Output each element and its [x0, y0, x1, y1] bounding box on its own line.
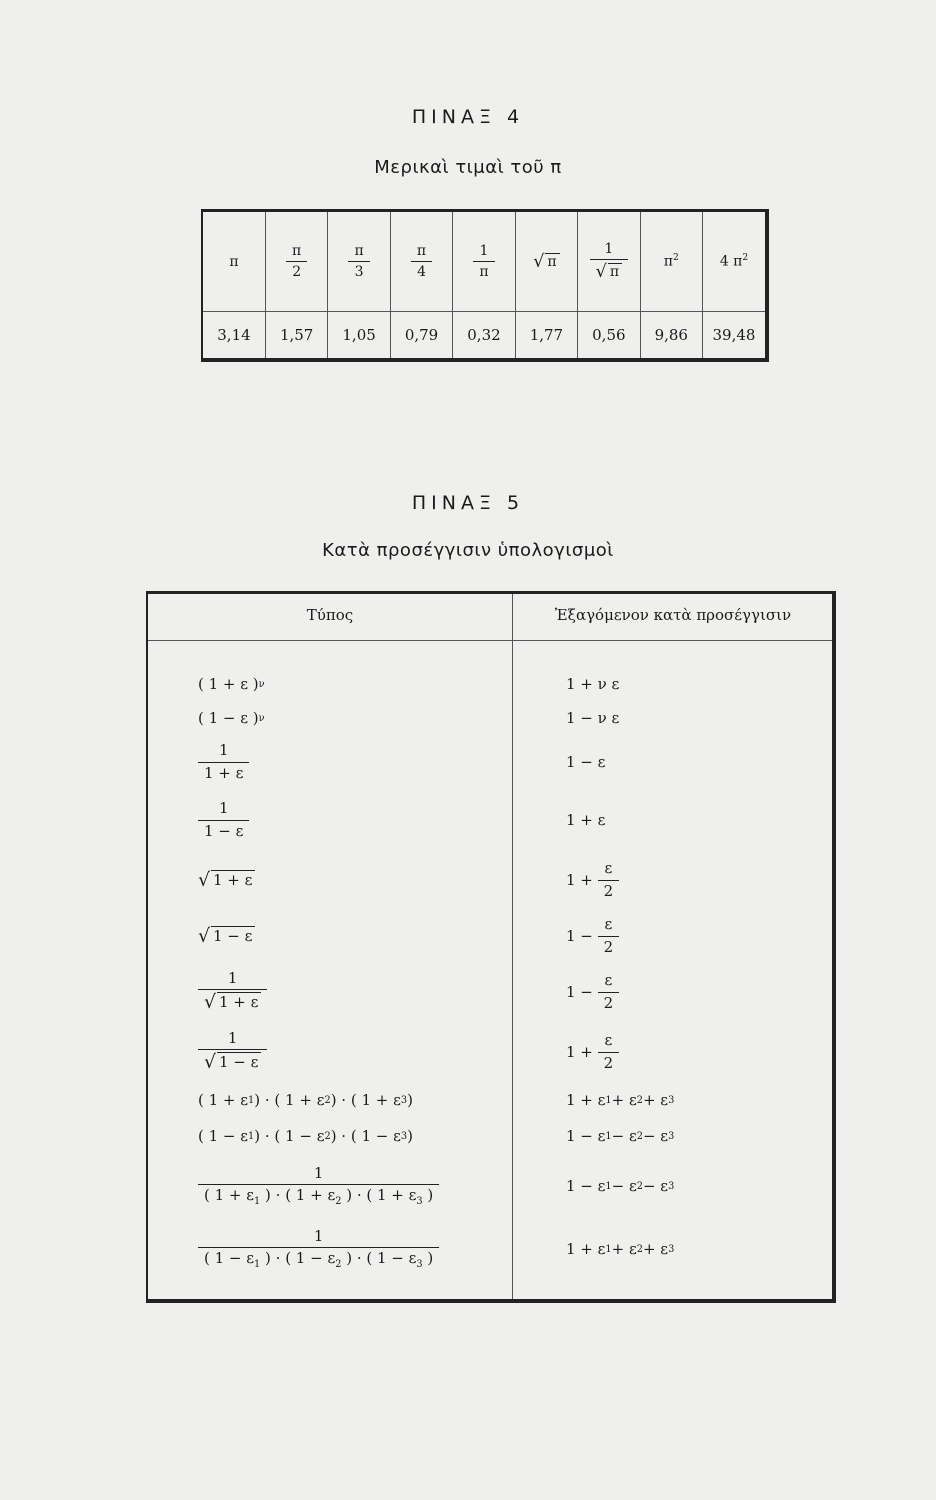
t4-value: 3,14 — [203, 312, 265, 359]
formula-result: 1 + ν ε — [566, 675, 620, 693]
t4-value: 39,48 — [703, 312, 766, 359]
col-header-type: Τύπος — [306, 606, 354, 624]
table4-subtitle: Μερικαὶ τιμαὶ τοῦ π — [374, 157, 562, 178]
formula-result: 1 + ε 1 + ε 2 + ε 3 — [566, 1240, 675, 1258]
formula-type: $\frac{1}{( 1 + \varepsilon_1 ) \cdot ( 1 + \varepsilon_2 ) \cdot ( 1 + \varepsilon_3 )}$ — [198, 1156, 439, 1216]
formula-result: 1 − ε — [566, 753, 606, 771]
table4-heading: ΠΙΝΑΞ 4 — [411, 106, 525, 128]
t4-header-pi-over-4: $\frac{\pi}{4}$ — [390, 212, 452, 312]
formula-type: $\frac{1}{√ 1 - \varepsilon}$ — [198, 1022, 267, 1082]
formula-result: 1 − ν ε — [566, 709, 620, 727]
t4-header-one-over-sqrt-pi: $\frac{1}{√ \pi}$ — [578, 212, 640, 312]
column-divider — [512, 594, 513, 1299]
formula-type: $\frac{1}{1 - \varepsilon}$ — [198, 790, 249, 850]
formula-type: ( 1 + ε ) ν — [198, 675, 265, 693]
t4-header-pi-squared: $\pi^2$ — [640, 212, 702, 312]
formula-result: 1 + $\frac{\varepsilon}{2}$ — [566, 1022, 619, 1082]
formula-type: ( 1 − ε ) ν — [198, 709, 265, 727]
t4-value: 1,57 — [265, 312, 327, 359]
t4-value: 0,79 — [390, 312, 452, 359]
t4-value: 1,05 — [328, 312, 390, 359]
formula-result: 1 − $\frac{\varepsilon}{2}$ — [566, 962, 619, 1022]
table4 — [201, 209, 769, 362]
formula-result: 1 − $\frac{\varepsilon}{2}$ — [566, 906, 619, 966]
formula-type: $\frac{1}{1 + \varepsilon}$ — [198, 732, 249, 792]
col-header-result: Ἐξαγόμενον κατὰ προσέγγισιν — [554, 606, 792, 624]
t4-header-pi-over-2: $\frac{\pi}{2}$ — [265, 212, 327, 312]
formula-type: ( 1 − ε 1 ) · ( 1 − ε 2 ) · ( 1 − ε 3 ) — [198, 1127, 413, 1145]
t4-header-pi-over-3: $\frac{\pi}{3}$ — [328, 212, 390, 312]
t4-value: 0,56 — [578, 312, 640, 359]
t4-value: 1,77 — [515, 312, 577, 359]
t4-value: 9,86 — [640, 312, 702, 359]
t4-header-one-over-pi: $\frac{1}{\pi}$ — [453, 212, 515, 312]
formula-result: 1 − ε 1 − ε 2 − ε 3 — [566, 1127, 675, 1145]
table5-subtitle: Κατὰ προσέγγισιν ὑπολογισμοὶ — [322, 540, 614, 561]
formula-type: √ 1 − ε — [198, 906, 255, 966]
table5-heading: ΠΙΝΑΞ 5 — [411, 492, 525, 514]
formula-type: $\frac{1}{√ 1 + \varepsilon}$ — [198, 962, 267, 1022]
t4-value: 0,32 — [453, 312, 515, 359]
t4-header-pi: π — [229, 253, 239, 270]
formula-result: 1 + ε — [566, 811, 606, 829]
formula-result: 1 + ε 1 + ε 2 + ε 3 — [566, 1091, 675, 1109]
t4-header-sqrt-pi: √ π — [515, 212, 577, 312]
formula-type: $\frac{1}{( 1 - \varepsilon_1 ) \cdot ( 1 - \varepsilon_2 ) \cdot ( 1 - \varepsilon_3 )}$ — [198, 1219, 439, 1279]
formula-result: 1 − ε 1 − ε 2 − ε 3 — [566, 1177, 675, 1195]
formula-type: √ 1 + ε — [198, 850, 255, 910]
formula-result: 1 + $\frac{\varepsilon}{2}$ — [566, 850, 619, 910]
header-rule — [148, 640, 832, 641]
formula-type: ( 1 + ε 1 ) · ( 1 + ε 2 ) · ( 1 + ε 3 ) — [198, 1091, 413, 1109]
t4-header-four-pi-squared: 4 $\pi^2$ — [703, 212, 766, 312]
table5 — [146, 591, 836, 1303]
